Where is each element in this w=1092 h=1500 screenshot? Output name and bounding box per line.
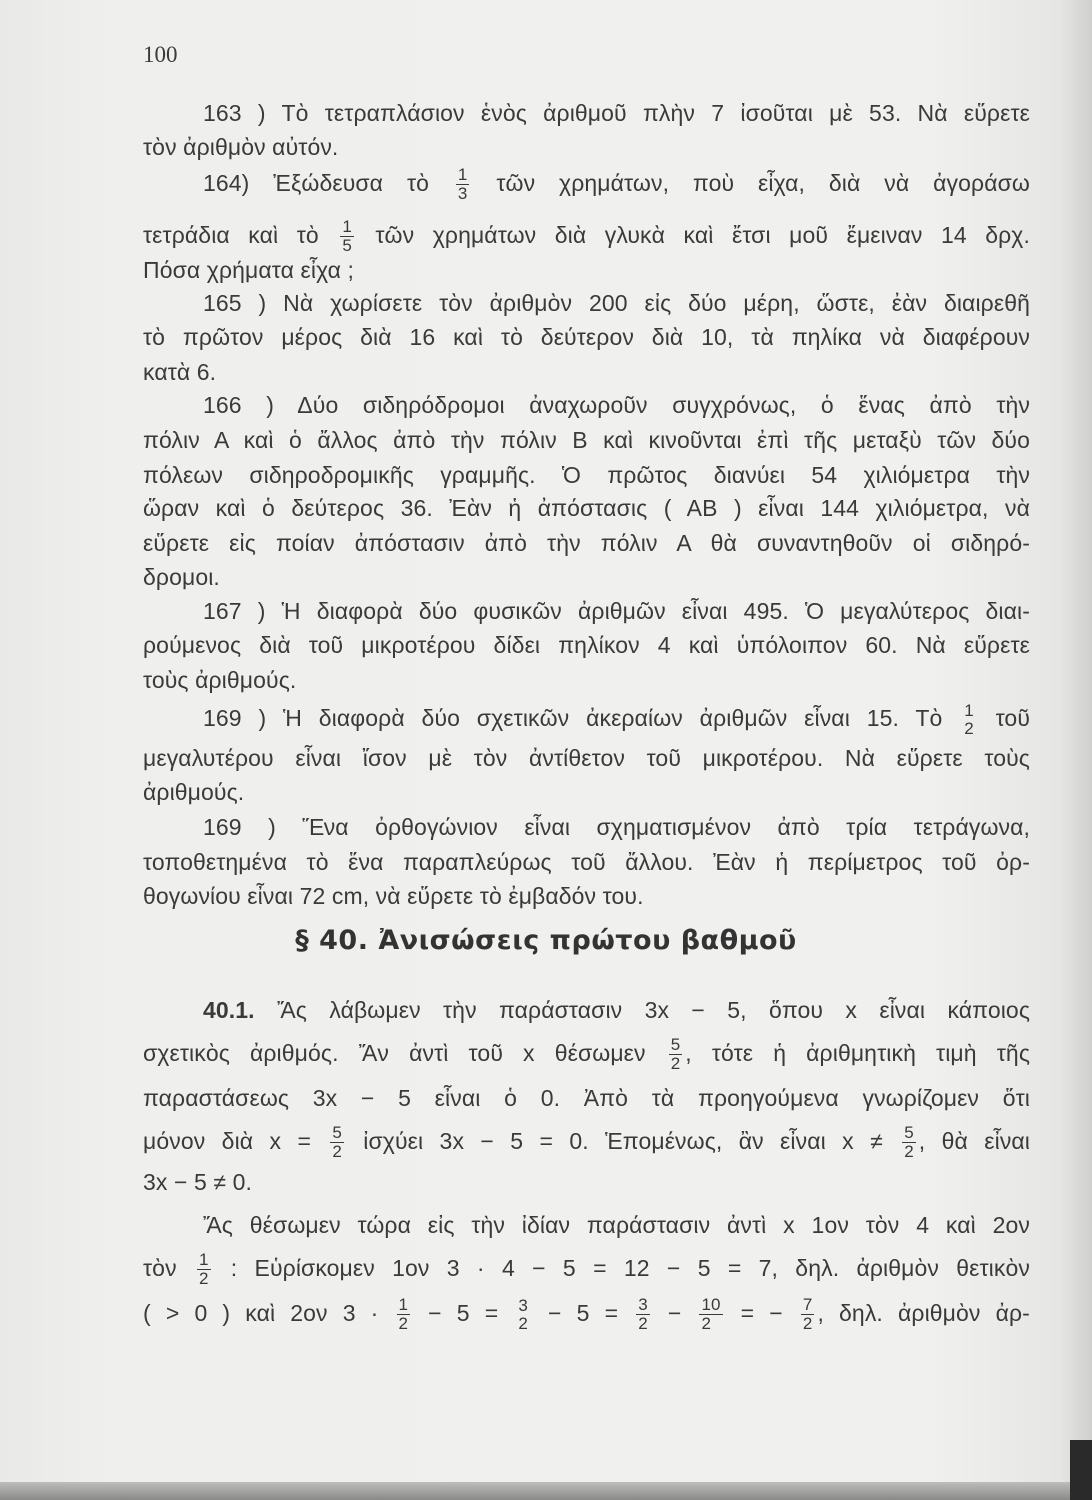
text-line (143, 560, 1030, 594)
fraction (397, 1296, 411, 1333)
fraction (330, 1124, 344, 1161)
text-line (143, 355, 1030, 389)
text-line (143, 1081, 1030, 1115)
numerator: 5 (904, 1123, 914, 1143)
numerator: 1 (398, 1295, 409, 1315)
denominator: 3 (457, 184, 468, 204)
text-segment: , δηλ. ἀριθμὸν ἀρ- (817, 1300, 1030, 1326)
text-segment: 165 ) Νὰ χωρίσετε τὸν ἀριθμὸν 200 εἰς δύο μέρη, ὥστε, ἐὰν διαιρεθῆ (203, 290, 1030, 316)
section-heading: § 40. Ἀνισώσεις πρώτου βαθμοῦ (295, 925, 797, 956)
text-line (143, 130, 1030, 164)
text-segment: μόνον διὰ x = (143, 1128, 312, 1154)
text-segment: τοῦ (995, 705, 1030, 731)
denominator: 2 (518, 1313, 528, 1333)
fraction (699, 1296, 722, 1333)
scan-edge (0, 1482, 1092, 1500)
subsection-number: 40.1. (203, 997, 255, 1023)
numerator: 10 (701, 1295, 721, 1315)
text-segment: τοὺς ἀριθμούς. (143, 667, 297, 693)
denominator: 2 (670, 1054, 681, 1074)
text-segment: 3x − 5 ≠ 0. (143, 1169, 252, 1195)
fraction (197, 1251, 211, 1288)
text-segment: Πόσα χρήματα εἶχα ; (143, 257, 355, 283)
numerator: 1 (342, 217, 352, 237)
text-line (203, 286, 1030, 320)
text-line (143, 423, 1030, 457)
text-line (143, 1035, 1030, 1074)
text-segment: − 5 = (428, 1300, 499, 1326)
denominator: 2 (699, 1314, 722, 1333)
text-segment: τῶν χρημάτων διὰ γλυκὰ καὶ ἔτσι μοῦ ἔμειναν 14 δρχ. (375, 222, 1030, 248)
text-segment: − (667, 1300, 682, 1326)
text-segment: τοποθετημένα τὸ ἕνα παραπλεύρως τοῦ ἄλλου. Ἐὰν ἡ περίμετρος τοῦ ὀρ- (143, 849, 1030, 875)
numerator: 1 (457, 165, 468, 185)
numerator: 1 (198, 1250, 209, 1270)
numerator: 5 (332, 1123, 342, 1143)
text-line (143, 1165, 1030, 1199)
text-segment: τετράδια καὶ τὸ (143, 222, 319, 248)
text-line (143, 741, 1030, 775)
text-segment: εὕρετε εἰς ποίαν ἀπόστασιν ἀπὸ τὴν πόλιν Α θὰ συναντηθοῦν οἱ σιδηρό- (143, 530, 1030, 556)
text-line (203, 700, 1030, 738)
text-line (143, 775, 1030, 809)
text-line (143, 663, 1030, 697)
fraction (636, 1296, 650, 1333)
text-segment: τὸν (143, 1255, 177, 1281)
fraction (340, 218, 354, 255)
fraction (456, 166, 470, 203)
text-segment: 163 ) Τὸ τετραπλάσιον ἑνὸς ἀριθμοῦ πλὴν 7 ἰσοῦται μὲ 53. Νὰ εὕρετε (203, 100, 1030, 126)
text-line (143, 491, 1030, 525)
fraction (516, 1297, 530, 1333)
text-line (203, 388, 1030, 422)
text-segment: ἀριθμούς. (143, 779, 245, 805)
text-segment: , τότε ἡ ἀριθμητικὴ τιμὴ τῆς (685, 1040, 1030, 1066)
numerator: 3 (518, 1295, 528, 1315)
fraction (801, 1296, 815, 1333)
text-segment: ὥραν καὶ ὁ δεύτερος 36. Ἐὰν ἡ ἀπόστασις ( ΑΒ ) εἶναι 144 χιλιόμετρα, νὰ (143, 495, 1030, 521)
text-segment: πόλιν Α καὶ ὁ ἄλλος ἀπὸ τὴν πόλιν Β καὶ κινοῦνται ἐπὶ τῆς μεταξὺ τῶν δύο (143, 427, 1030, 453)
denominator: 5 (342, 236, 352, 256)
text-segment: πόλεων σιδηροδρομικῆς γραμμῆς. Ὁ πρῶτος διανύει 54 χιλιόμετρα τὴν (143, 462, 1030, 488)
text-segment: ρούμενος διὰ τοῦ μικροτέρου δίδει πηλίκον 4 καὶ ὑπόλοιπον 60. Νὰ εὕρετε (143, 632, 1030, 658)
numerator: 5 (670, 1035, 681, 1055)
text-segment: τὸ πρῶτον μέρος διὰ 16 καὶ τὸ δεύτερον διὰ 10, τὰ πηλίκα νὰ διαφέρουν (143, 324, 1030, 350)
text-segment: 169 ) Ἡ διαφορὰ δύο σχετικῶν ἀκεραίων ἀριθμῶν εἶναι 15. Τὸ (203, 705, 943, 731)
page-number: 100 (143, 42, 178, 67)
numerator: 7 (802, 1295, 813, 1315)
text-segment: Ἄς λάβωμεν τὴν παράστασιν 3x − 5, ὅπου x εἶναι κάποιος (277, 997, 1031, 1023)
text-segment: ἰσχύει 3x − 5 = 0. Ἑπομένως, ἂν εἶναι x ≠ (363, 1128, 883, 1154)
fraction (902, 1124, 916, 1161)
fraction (669, 1036, 683, 1073)
scan-mark (1070, 1440, 1092, 1500)
text-segment: παραστάσεως 3x − 5 εἶναι ὁ 0. Ἀπὸ τὰ προηγούμενα γνωρίζομεν ὅτι (143, 1085, 1030, 1111)
numerator: 3 (638, 1295, 648, 1315)
text-line (203, 594, 1030, 628)
fraction (962, 702, 976, 738)
text-line (203, 810, 1030, 844)
text-segment: τὸν ἀριθμὸν αὐτόν. (143, 134, 339, 160)
text-segment: ( > 0 ) καὶ 2ον 3 · (143, 1300, 379, 1326)
text-segment: − 5 = (548, 1300, 619, 1326)
text-segment: Ἄς θέσωμεν τώρα εἰς τὴν ἰδίαν παράστασιν ἀντὶ x 1ον τὸν 4 καὶ 2ον (203, 1212, 1030, 1238)
text-line (143, 217, 1030, 256)
text-line (143, 320, 1030, 354)
text-line (143, 458, 1030, 492)
text-segment: 167 ) Ἡ διαφορὰ δύο φυσικῶν ἀριθμῶν εἶναι 495. Ὁ μεγαλύτερος διαι- (203, 598, 1030, 624)
text-line (143, 526, 1030, 560)
text-line (143, 1250, 1030, 1289)
text-segment: 164) Ἐξώδευσα τὸ (203, 170, 430, 196)
denominator: 2 (332, 1142, 342, 1162)
text-segment: , θὰ εἶναι (918, 1128, 1031, 1154)
text-segment: σχετικὸς ἀριθμός. Ἄν ἀντὶ τοῦ x θέσωμεν (143, 1040, 646, 1066)
text-segment: 166 ) Δύο σιδηρόδρομοι ἀναχωροῦν συγχρόνως, ὁ ἕνας ἀπὸ τὴν (203, 392, 1030, 418)
denominator: 2 (638, 1314, 648, 1334)
denominator: 2 (802, 1314, 813, 1334)
text-line (143, 845, 1030, 879)
text-segment: κατὰ 6. (143, 359, 217, 385)
text-segment: τῶν χρημάτων, ποὺ εἶχα, διὰ νὰ ἀγοράσω (496, 170, 1030, 196)
denominator: 2 (904, 1142, 914, 1162)
text-line (203, 165, 1030, 204)
text-line (143, 1123, 1031, 1162)
text-line (143, 879, 1030, 913)
text-segment: μεγαλυτέρου εἶναι ἴσον μὲ τὸν ἀντίθετον τοῦ μικροτέρου. Νὰ εὕρετε τοὺς (143, 745, 1030, 771)
text-segment: θογωνίου εἶναι 72 cm, νὰ εὕρετε τὸ ἐμβαδόν του. (143, 883, 644, 909)
text-segment: : Εὑρίσκομεν 1ον 3 · 4 − 5 = 12 − 5 = 7, δηλ. ἀριθμὸν θετικὸν (230, 1255, 1030, 1281)
text-segment: 169 ) Ἕνα ὀρθογώνιον εἶναι σχηματισμένον ἀπὸ τρία τετράγωνα, (203, 814, 1030, 840)
text-line (143, 628, 1030, 662)
text-segment: δρομοι. (143, 564, 220, 590)
numerator: 1 (964, 700, 974, 720)
text-line (143, 1295, 1030, 1334)
denominator: 2 (964, 718, 974, 738)
text-line (203, 1208, 1030, 1242)
text-segment: = − (740, 1300, 783, 1326)
text-line (203, 96, 1030, 130)
denominator: 2 (198, 1269, 209, 1289)
denominator: 2 (398, 1314, 409, 1334)
text-line (143, 253, 1030, 287)
text-line (203, 993, 1030, 1027)
